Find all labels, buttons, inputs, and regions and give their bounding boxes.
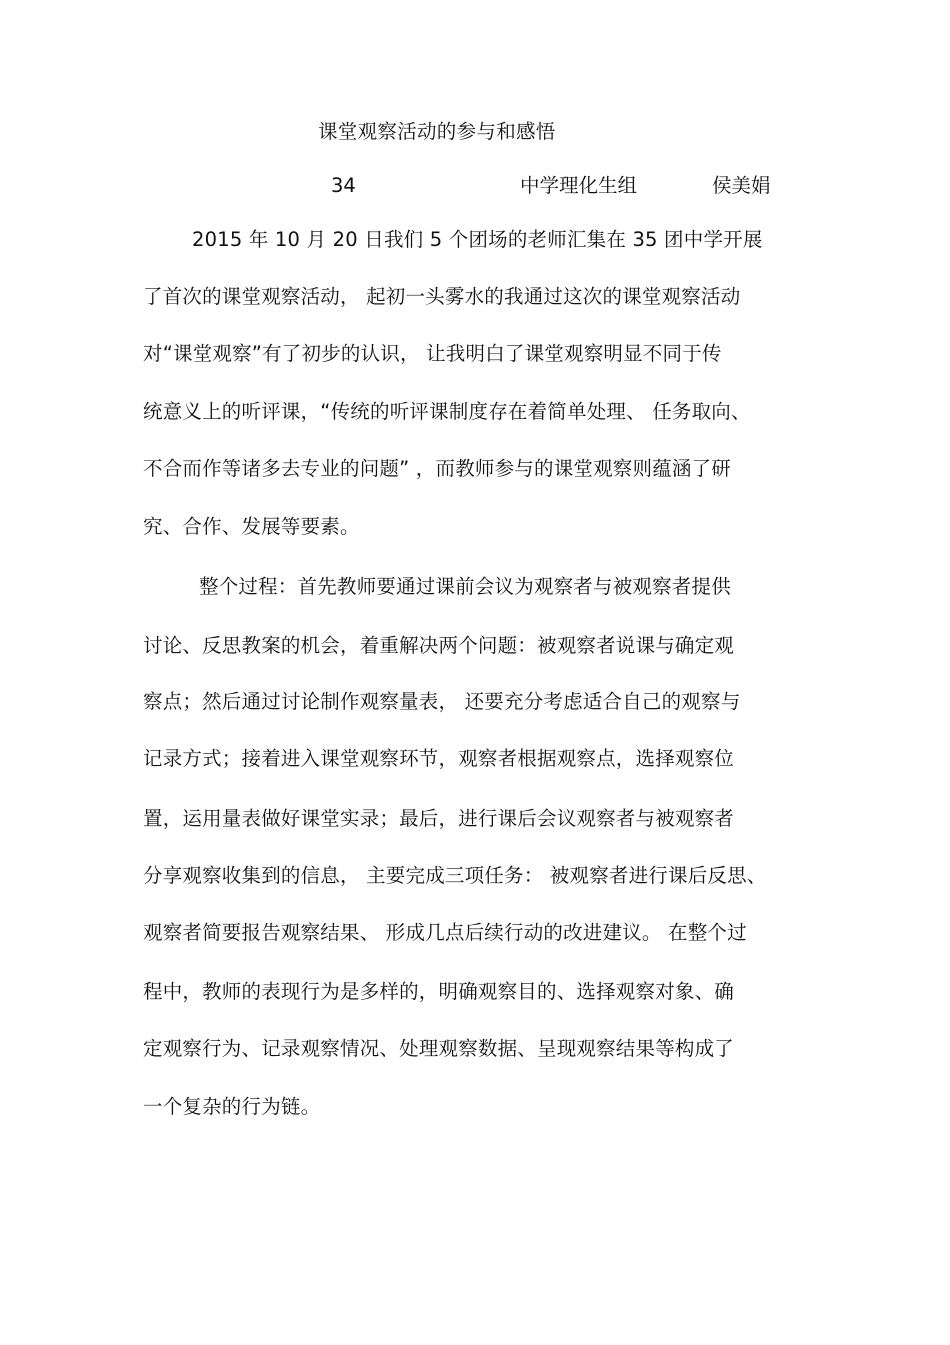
paragraph-1-line: 了首次的课堂观察活动， 起初一头雾水的我通过这次的课堂观察活动	[143, 285, 741, 308]
paragraph-1-line: 究、合作、发展等要素。	[143, 515, 360, 538]
paragraph-1-line: 对“课堂观察”有了初步的认识， 让我明白了课堂观察明显不同于传	[143, 342, 722, 365]
paragraph-2-line: 察点；然后通过讨论制作观察量表， 还要充分考虑适合自己的观察与	[143, 690, 741, 713]
paragraph-2-line: 整个过程：首先教师要通过课前会议为观察者与被观察者提供	[199, 575, 731, 598]
author-school-number: 34	[331, 174, 356, 197]
paragraph-2-line: 讨论、反思教案的机会，着重解决两个问题：被观察者说课与确定观	[143, 634, 735, 657]
paragraph-2-line: 置，运用量表做好课堂实录；最后，进行课后会议观察者与被观察者	[143, 807, 735, 830]
paragraph-2-line: 定观察行为、记录观察情况、处理观察数据、呈现观察结果等构成了	[143, 1037, 735, 1060]
paragraph-2-line: 分享观察收集到的信息， 主要完成三项任务： 被观察者进行课后反思、	[143, 864, 767, 887]
paragraph-2-line: 记录方式；接着进入课堂观察环节，观察者根据观察点，选择观察位	[143, 747, 735, 770]
paragraph-2-line: 一个复杂的行为链。	[143, 1095, 321, 1118]
paragraph-2-line: 程中，教师的表现行为是多样的，明确观察目的、选择观察对象、确	[143, 980, 735, 1003]
paragraph-2-line: 观察者简要报告观察结果、 形成几点后续行动的改进建议。 在整个过	[143, 921, 747, 944]
author-name: 侯美娟	[712, 174, 771, 197]
paragraph-1-line: 2015 年 10 月 20 日我们 5 个团场的老师汇集在 35 团中学开展	[192, 228, 763, 251]
author-group: 中学理化生组	[520, 174, 638, 197]
paragraph-1-line: 统意义上的听评课，“传统的听评课制度存在着简单处理、 任务取向、	[143, 400, 751, 423]
paragraph-1-line: 不合而作等诸多去专业的问题” ，而教师参与的课堂观察则蕴涵了研	[143, 457, 732, 480]
document-title: 课堂观察活动的参与和感悟	[318, 120, 556, 143]
